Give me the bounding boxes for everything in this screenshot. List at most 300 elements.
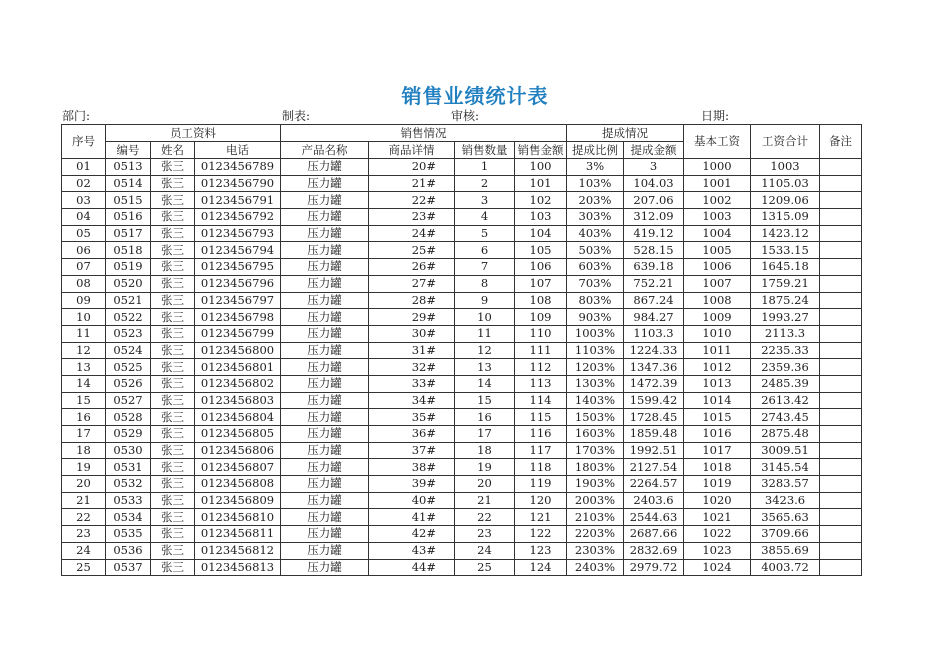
cell-ratio[interactable]: 703% bbox=[567, 275, 624, 292]
cell-qty[interactable]: 4 bbox=[455, 209, 515, 226]
cell-amount[interactable]: 118 bbox=[515, 459, 567, 476]
header-phone[interactable]: 电话 bbox=[195, 142, 281, 159]
cell-total-salary[interactable]: 3423.6 bbox=[751, 492, 820, 509]
cell-seq[interactable]: 23 bbox=[62, 526, 106, 543]
cell-detail[interactable]: 25# bbox=[369, 242, 455, 259]
cell-phone[interactable]: 0123456805 bbox=[195, 426, 281, 443]
cell-total-salary[interactable]: 1209.06 bbox=[751, 192, 820, 209]
header-ratio[interactable]: 提成比例 bbox=[567, 142, 624, 159]
cell-code[interactable]: 0526 bbox=[106, 375, 151, 392]
cell-base-salary[interactable]: 1022 bbox=[684, 526, 751, 543]
cell-detail[interactable]: 31# bbox=[369, 342, 455, 359]
cell-ratio[interactable]: 203% bbox=[567, 192, 624, 209]
cell-qty[interactable]: 23 bbox=[455, 526, 515, 543]
cell-phone[interactable]: 0123456797 bbox=[195, 292, 281, 309]
cell-commission[interactable]: 752.21 bbox=[624, 275, 684, 292]
cell-product[interactable]: 压力罐 bbox=[281, 492, 369, 509]
cell-ratio[interactable]: 3% bbox=[567, 159, 624, 176]
cell-product[interactable]: 压力罐 bbox=[281, 309, 369, 326]
cell-qty[interactable]: 12 bbox=[455, 342, 515, 359]
cell-ratio[interactable]: 1003% bbox=[567, 325, 624, 342]
cell-commission[interactable]: 1992.51 bbox=[624, 442, 684, 459]
header-amount[interactable]: 销售金额 bbox=[515, 142, 567, 159]
cell-code[interactable]: 0531 bbox=[106, 459, 151, 476]
cell-phone[interactable]: 0123456811 bbox=[195, 526, 281, 543]
cell-commission[interactable]: 1224.33 bbox=[624, 342, 684, 359]
cell-base-salary[interactable]: 1015 bbox=[684, 409, 751, 426]
cell-code[interactable]: 0523 bbox=[106, 325, 151, 342]
cell-phone[interactable]: 0123456812 bbox=[195, 542, 281, 559]
cell-base-salary[interactable]: 1014 bbox=[684, 392, 751, 409]
cell-base-salary[interactable]: 1011 bbox=[684, 342, 751, 359]
cell-seq[interactable]: 18 bbox=[62, 442, 106, 459]
cell-remark[interactable] bbox=[820, 209, 862, 226]
cell-qty[interactable]: 3 bbox=[455, 192, 515, 209]
cell-commission[interactable]: 2687.66 bbox=[624, 526, 684, 543]
cell-name[interactable]: 张三 bbox=[151, 242, 195, 259]
cell-qty[interactable]: 7 bbox=[455, 259, 515, 276]
cell-seq[interactable]: 19 bbox=[62, 459, 106, 476]
cell-base-salary[interactable]: 1000 bbox=[684, 159, 751, 176]
cell-total-salary[interactable]: 1423.12 bbox=[751, 225, 820, 242]
cell-remark[interactable] bbox=[820, 309, 862, 326]
cell-detail[interactable]: 24# bbox=[369, 225, 455, 242]
cell-ratio[interactable]: 303% bbox=[567, 209, 624, 226]
cell-total-salary[interactable]: 1645.18 bbox=[751, 259, 820, 276]
cell-remark[interactable] bbox=[820, 442, 862, 459]
cell-name[interactable]: 张三 bbox=[151, 225, 195, 242]
cell-qty[interactable]: 14 bbox=[455, 375, 515, 392]
cell-total-salary[interactable]: 2113.3 bbox=[751, 325, 820, 342]
cell-qty[interactable]: 11 bbox=[455, 325, 515, 342]
cell-total-salary[interactable]: 1759.21 bbox=[751, 275, 820, 292]
header-seq[interactable]: 序号 bbox=[62, 125, 106, 159]
cell-qty[interactable]: 10 bbox=[455, 309, 515, 326]
cell-phone[interactable]: 0123456793 bbox=[195, 225, 281, 242]
cell-amount[interactable]: 117 bbox=[515, 442, 567, 459]
cell-name[interactable]: 张三 bbox=[151, 459, 195, 476]
cell-base-salary[interactable]: 1007 bbox=[684, 275, 751, 292]
cell-detail[interactable]: 30# bbox=[369, 325, 455, 342]
cell-seq[interactable]: 24 bbox=[62, 542, 106, 559]
cell-remark[interactable] bbox=[820, 242, 862, 259]
cell-product[interactable]: 压力罐 bbox=[281, 359, 369, 376]
cell-commission[interactable]: 2403.6 bbox=[624, 492, 684, 509]
cell-remark[interactable] bbox=[820, 275, 862, 292]
cell-amount[interactable]: 113 bbox=[515, 375, 567, 392]
cell-commission[interactable]: 867.24 bbox=[624, 292, 684, 309]
cell-remark[interactable] bbox=[820, 159, 862, 176]
cell-name[interactable]: 张三 bbox=[151, 442, 195, 459]
cell-total-salary[interactable]: 1993.27 bbox=[751, 309, 820, 326]
cell-base-salary[interactable]: 1020 bbox=[684, 492, 751, 509]
cell-remark[interactable] bbox=[820, 392, 862, 409]
cell-qty[interactable]: 20 bbox=[455, 476, 515, 493]
cell-detail[interactable]: 28# bbox=[369, 292, 455, 309]
cell-code[interactable]: 0535 bbox=[106, 526, 151, 543]
cell-qty[interactable]: 2 bbox=[455, 175, 515, 192]
cell-commission[interactable]: 2979.72 bbox=[624, 559, 684, 576]
cell-total-salary[interactable]: 1003 bbox=[751, 159, 820, 176]
cell-detail[interactable]: 40# bbox=[369, 492, 455, 509]
cell-code[interactable]: 0532 bbox=[106, 476, 151, 493]
cell-name[interactable]: 张三 bbox=[151, 476, 195, 493]
cell-total-salary[interactable]: 2359.36 bbox=[751, 359, 820, 376]
cell-total-salary[interactable]: 3709.66 bbox=[751, 526, 820, 543]
cell-seq[interactable]: 01 bbox=[62, 159, 106, 176]
cell-product[interactable]: 压力罐 bbox=[281, 275, 369, 292]
cell-name[interactable]: 张三 bbox=[151, 359, 195, 376]
cell-seq[interactable]: 22 bbox=[62, 509, 106, 526]
cell-commission[interactable]: 528.15 bbox=[624, 242, 684, 259]
cell-name[interactable]: 张三 bbox=[151, 259, 195, 276]
cell-total-salary[interactable]: 1105.03 bbox=[751, 175, 820, 192]
cell-product[interactable]: 压力罐 bbox=[281, 325, 369, 342]
cell-seq[interactable]: 04 bbox=[62, 209, 106, 226]
cell-ratio[interactable]: 2303% bbox=[567, 542, 624, 559]
header-staff-group[interactable]: 员工资料 bbox=[106, 125, 281, 142]
cell-code[interactable]: 0518 bbox=[106, 242, 151, 259]
cell-amount[interactable]: 108 bbox=[515, 292, 567, 309]
cell-amount[interactable]: 123 bbox=[515, 542, 567, 559]
cell-phone[interactable]: 0123456789 bbox=[195, 159, 281, 176]
cell-base-salary[interactable]: 1004 bbox=[684, 225, 751, 242]
cell-qty[interactable]: 5 bbox=[455, 225, 515, 242]
cell-code[interactable]: 0533 bbox=[106, 492, 151, 509]
cell-detail[interactable]: 32# bbox=[369, 359, 455, 376]
cell-ratio[interactable]: 603% bbox=[567, 259, 624, 276]
cell-detail[interactable]: 20# bbox=[369, 159, 455, 176]
cell-total-salary[interactable]: 1315.09 bbox=[751, 209, 820, 226]
cell-ratio[interactable]: 1403% bbox=[567, 392, 624, 409]
cell-phone[interactable]: 0123456795 bbox=[195, 259, 281, 276]
cell-remark[interactable] bbox=[820, 509, 862, 526]
cell-seq[interactable]: 09 bbox=[62, 292, 106, 309]
cell-ratio[interactable]: 2203% bbox=[567, 526, 624, 543]
cell-phone[interactable]: 0123456802 bbox=[195, 375, 281, 392]
cell-code[interactable]: 0530 bbox=[106, 442, 151, 459]
cell-commission[interactable]: 3 bbox=[624, 159, 684, 176]
cell-code[interactable]: 0513 bbox=[106, 159, 151, 176]
cell-code[interactable]: 0516 bbox=[106, 209, 151, 226]
cell-seq[interactable]: 12 bbox=[62, 342, 106, 359]
cell-qty[interactable]: 16 bbox=[455, 409, 515, 426]
cell-base-salary[interactable]: 1012 bbox=[684, 359, 751, 376]
cell-ratio[interactable]: 2103% bbox=[567, 509, 624, 526]
cell-base-salary[interactable]: 1021 bbox=[684, 509, 751, 526]
cell-seq[interactable]: 25 bbox=[62, 559, 106, 576]
cell-amount[interactable]: 121 bbox=[515, 509, 567, 526]
cell-detail[interactable]: 33# bbox=[369, 375, 455, 392]
cell-ratio[interactable]: 1903% bbox=[567, 476, 624, 493]
cell-total-salary[interactable]: 2485.39 bbox=[751, 375, 820, 392]
header-product[interactable]: 产品名称 bbox=[281, 142, 369, 159]
cell-phone[interactable]: 0123456803 bbox=[195, 392, 281, 409]
cell-ratio[interactable]: 2403% bbox=[567, 559, 624, 576]
cell-detail[interactable]: 41# bbox=[369, 509, 455, 526]
cell-base-salary[interactable]: 1017 bbox=[684, 442, 751, 459]
cell-seq[interactable]: 13 bbox=[62, 359, 106, 376]
cell-amount[interactable]: 109 bbox=[515, 309, 567, 326]
cell-total-salary[interactable]: 2613.42 bbox=[751, 392, 820, 409]
cell-name[interactable]: 张三 bbox=[151, 342, 195, 359]
cell-seq[interactable]: 03 bbox=[62, 192, 106, 209]
cell-qty[interactable]: 22 bbox=[455, 509, 515, 526]
cell-detail[interactable]: 42# bbox=[369, 526, 455, 543]
cell-product[interactable]: 压力罐 bbox=[281, 392, 369, 409]
cell-amount[interactable]: 101 bbox=[515, 175, 567, 192]
cell-phone[interactable]: 0123456792 bbox=[195, 209, 281, 226]
cell-name[interactable]: 张三 bbox=[151, 509, 195, 526]
cell-product[interactable]: 压力罐 bbox=[281, 526, 369, 543]
cell-seq[interactable]: 17 bbox=[62, 426, 106, 443]
cell-product[interactable]: 压力罐 bbox=[281, 509, 369, 526]
cell-commission[interactable]: 1859.48 bbox=[624, 426, 684, 443]
cell-commission[interactable]: 2127.54 bbox=[624, 459, 684, 476]
cell-remark[interactable] bbox=[820, 259, 862, 276]
cell-amount[interactable]: 105 bbox=[515, 242, 567, 259]
cell-ratio[interactable]: 103% bbox=[567, 175, 624, 192]
cell-remark[interactable] bbox=[820, 409, 862, 426]
cell-product[interactable]: 压力罐 bbox=[281, 225, 369, 242]
cell-commission[interactable]: 312.09 bbox=[624, 209, 684, 226]
cell-product[interactable]: 压力罐 bbox=[281, 159, 369, 176]
cell-phone[interactable]: 0123456808 bbox=[195, 476, 281, 493]
cell-qty[interactable]: 8 bbox=[455, 275, 515, 292]
cell-amount[interactable]: 103 bbox=[515, 209, 567, 226]
cell-commission[interactable]: 984.27 bbox=[624, 309, 684, 326]
cell-qty[interactable]: 13 bbox=[455, 359, 515, 376]
cell-name[interactable]: 张三 bbox=[151, 309, 195, 326]
cell-total-salary[interactable]: 3283.57 bbox=[751, 476, 820, 493]
cell-remark[interactable] bbox=[820, 559, 862, 576]
cell-total-salary[interactable]: 1875.24 bbox=[751, 292, 820, 309]
cell-remark[interactable] bbox=[820, 175, 862, 192]
cell-ratio[interactable]: 1603% bbox=[567, 426, 624, 443]
cell-product[interactable]: 压力罐 bbox=[281, 459, 369, 476]
cell-name[interactable]: 张三 bbox=[151, 325, 195, 342]
cell-phone[interactable]: 0123456796 bbox=[195, 275, 281, 292]
cell-name[interactable]: 张三 bbox=[151, 392, 195, 409]
cell-commission[interactable]: 104.03 bbox=[624, 175, 684, 192]
cell-amount[interactable]: 115 bbox=[515, 409, 567, 426]
cell-qty[interactable]: 25 bbox=[455, 559, 515, 576]
cell-remark[interactable] bbox=[820, 492, 862, 509]
cell-seq[interactable]: 14 bbox=[62, 375, 106, 392]
cell-name[interactable]: 张三 bbox=[151, 175, 195, 192]
cell-qty[interactable]: 15 bbox=[455, 392, 515, 409]
cell-code[interactable]: 0537 bbox=[106, 559, 151, 576]
cell-name[interactable]: 张三 bbox=[151, 192, 195, 209]
cell-total-salary[interactable]: 3009.51 bbox=[751, 442, 820, 459]
cell-commission[interactable]: 2832.69 bbox=[624, 542, 684, 559]
header-code[interactable]: 编号 bbox=[106, 142, 151, 159]
cell-remark[interactable] bbox=[820, 542, 862, 559]
cell-code[interactable]: 0525 bbox=[106, 359, 151, 376]
cell-amount[interactable]: 124 bbox=[515, 559, 567, 576]
cell-detail[interactable]: 37# bbox=[369, 442, 455, 459]
cell-product[interactable]: 压力罐 bbox=[281, 192, 369, 209]
cell-phone[interactable]: 0123456804 bbox=[195, 409, 281, 426]
cell-seq[interactable]: 02 bbox=[62, 175, 106, 192]
cell-total-salary[interactable]: 1533.15 bbox=[751, 242, 820, 259]
cell-amount[interactable]: 122 bbox=[515, 526, 567, 543]
cell-remark[interactable] bbox=[820, 459, 862, 476]
cell-detail[interactable]: 39# bbox=[369, 476, 455, 493]
cell-base-salary[interactable]: 1009 bbox=[684, 309, 751, 326]
cell-commission[interactable]: 207.06 bbox=[624, 192, 684, 209]
cell-total-salary[interactable]: 4003.72 bbox=[751, 559, 820, 576]
cell-detail[interactable]: 22# bbox=[369, 192, 455, 209]
cell-code[interactable]: 0515 bbox=[106, 192, 151, 209]
cell-ratio[interactable]: 903% bbox=[567, 309, 624, 326]
cell-detail[interactable]: 43# bbox=[369, 542, 455, 559]
cell-name[interactable]: 张三 bbox=[151, 275, 195, 292]
cell-seq[interactable]: 06 bbox=[62, 242, 106, 259]
cell-detail[interactable]: 27# bbox=[369, 275, 455, 292]
cell-phone[interactable]: 0123456807 bbox=[195, 459, 281, 476]
cell-amount[interactable]: 120 bbox=[515, 492, 567, 509]
header-detail[interactable]: 商品详情 bbox=[369, 142, 455, 159]
cell-amount[interactable]: 110 bbox=[515, 325, 567, 342]
cell-product[interactable]: 压力罐 bbox=[281, 426, 369, 443]
cell-name[interactable]: 张三 bbox=[151, 542, 195, 559]
cell-seq[interactable]: 20 bbox=[62, 476, 106, 493]
cell-amount[interactable]: 116 bbox=[515, 426, 567, 443]
cell-name[interactable]: 张三 bbox=[151, 492, 195, 509]
cell-base-salary[interactable]: 1018 bbox=[684, 459, 751, 476]
cell-product[interactable]: 压力罐 bbox=[281, 409, 369, 426]
cell-code[interactable]: 0529 bbox=[106, 426, 151, 443]
cell-product[interactable]: 压力罐 bbox=[281, 292, 369, 309]
cell-base-salary[interactable]: 1024 bbox=[684, 559, 751, 576]
cell-seq[interactable]: 08 bbox=[62, 275, 106, 292]
cell-detail[interactable]: 34# bbox=[369, 392, 455, 409]
cell-commission[interactable]: 2264.57 bbox=[624, 476, 684, 493]
header-name[interactable]: 姓名 bbox=[151, 142, 195, 159]
cell-phone[interactable]: 0123456798 bbox=[195, 309, 281, 326]
cell-code[interactable]: 0534 bbox=[106, 509, 151, 526]
cell-commission[interactable]: 1472.39 bbox=[624, 375, 684, 392]
cell-total-salary[interactable]: 3145.54 bbox=[751, 459, 820, 476]
cell-base-salary[interactable]: 1002 bbox=[684, 192, 751, 209]
cell-phone[interactable]: 0123456799 bbox=[195, 325, 281, 342]
cell-commission[interactable]: 1103.3 bbox=[624, 325, 684, 342]
cell-seq[interactable]: 05 bbox=[62, 225, 106, 242]
cell-code[interactable]: 0522 bbox=[106, 309, 151, 326]
cell-phone[interactable]: 0123456813 bbox=[195, 559, 281, 576]
header-total-salary[interactable]: 工资合计 bbox=[751, 125, 820, 159]
cell-name[interactable]: 张三 bbox=[151, 426, 195, 443]
cell-total-salary[interactable]: 2743.45 bbox=[751, 409, 820, 426]
cell-product[interactable]: 压力罐 bbox=[281, 476, 369, 493]
cell-product[interactable]: 压力罐 bbox=[281, 259, 369, 276]
cell-amount[interactable]: 100 bbox=[515, 159, 567, 176]
header-commission-group[interactable]: 提成情况 bbox=[567, 125, 684, 142]
cell-amount[interactable]: 111 bbox=[515, 342, 567, 359]
cell-remark[interactable] bbox=[820, 292, 862, 309]
cell-phone[interactable]: 0123456809 bbox=[195, 492, 281, 509]
cell-qty[interactable]: 6 bbox=[455, 242, 515, 259]
cell-base-salary[interactable]: 1016 bbox=[684, 426, 751, 443]
cell-commission[interactable]: 1347.36 bbox=[624, 359, 684, 376]
cell-product[interactable]: 压力罐 bbox=[281, 342, 369, 359]
cell-code[interactable]: 0519 bbox=[106, 259, 151, 276]
cell-ratio[interactable]: 803% bbox=[567, 292, 624, 309]
cell-name[interactable]: 张三 bbox=[151, 375, 195, 392]
cell-remark[interactable] bbox=[820, 192, 862, 209]
cell-ratio[interactable]: 1803% bbox=[567, 459, 624, 476]
cell-product[interactable]: 压力罐 bbox=[281, 209, 369, 226]
cell-remark[interactable] bbox=[820, 325, 862, 342]
cell-commission[interactable]: 2544.63 bbox=[624, 509, 684, 526]
cell-seq[interactable]: 10 bbox=[62, 309, 106, 326]
cell-remark[interactable] bbox=[820, 225, 862, 242]
cell-product[interactable]: 压力罐 bbox=[281, 375, 369, 392]
cell-name[interactable]: 张三 bbox=[151, 209, 195, 226]
cell-phone[interactable]: 0123456800 bbox=[195, 342, 281, 359]
cell-code[interactable]: 0520 bbox=[106, 275, 151, 292]
cell-ratio[interactable]: 1303% bbox=[567, 375, 624, 392]
cell-base-salary[interactable]: 1019 bbox=[684, 476, 751, 493]
cell-phone[interactable]: 0123456791 bbox=[195, 192, 281, 209]
cell-commission[interactable]: 1728.45 bbox=[624, 409, 684, 426]
cell-phone[interactable]: 0123456806 bbox=[195, 442, 281, 459]
cell-name[interactable]: 张三 bbox=[151, 292, 195, 309]
cell-detail[interactable]: 36# bbox=[369, 426, 455, 443]
cell-code[interactable]: 0517 bbox=[106, 225, 151, 242]
cell-total-salary[interactable]: 3565.63 bbox=[751, 509, 820, 526]
cell-detail[interactable]: 21# bbox=[369, 175, 455, 192]
cell-phone[interactable]: 0123456801 bbox=[195, 359, 281, 376]
cell-base-salary[interactable]: 1010 bbox=[684, 325, 751, 342]
header-commission[interactable]: 提成金额 bbox=[624, 142, 684, 159]
cell-amount[interactable]: 104 bbox=[515, 225, 567, 242]
cell-base-salary[interactable]: 1001 bbox=[684, 175, 751, 192]
cell-product[interactable]: 压力罐 bbox=[281, 442, 369, 459]
cell-qty[interactable]: 18 bbox=[455, 442, 515, 459]
cell-name[interactable]: 张三 bbox=[151, 526, 195, 543]
cell-amount[interactable]: 102 bbox=[515, 192, 567, 209]
cell-seq[interactable]: 16 bbox=[62, 409, 106, 426]
cell-remark[interactable] bbox=[820, 342, 862, 359]
cell-base-salary[interactable]: 1008 bbox=[684, 292, 751, 309]
cell-ratio[interactable]: 403% bbox=[567, 225, 624, 242]
cell-remark[interactable] bbox=[820, 526, 862, 543]
cell-amount[interactable]: 107 bbox=[515, 275, 567, 292]
cell-phone[interactable]: 0123456810 bbox=[195, 509, 281, 526]
cell-base-salary[interactable]: 1003 bbox=[684, 209, 751, 226]
cell-detail[interactable]: 26# bbox=[369, 259, 455, 276]
cell-product[interactable]: 压力罐 bbox=[281, 559, 369, 576]
cell-commission[interactable]: 419.12 bbox=[624, 225, 684, 242]
cell-name[interactable]: 张三 bbox=[151, 159, 195, 176]
cell-remark[interactable] bbox=[820, 375, 862, 392]
cell-seq[interactable]: 15 bbox=[62, 392, 106, 409]
cell-amount[interactable]: 106 bbox=[515, 259, 567, 276]
cell-seq[interactable]: 07 bbox=[62, 259, 106, 276]
cell-total-salary[interactable]: 2235.33 bbox=[751, 342, 820, 359]
cell-qty[interactable]: 19 bbox=[455, 459, 515, 476]
cell-qty[interactable]: 1 bbox=[455, 159, 515, 176]
cell-remark[interactable] bbox=[820, 476, 862, 493]
header-base-salary[interactable]: 基本工资 bbox=[684, 125, 751, 159]
cell-qty[interactable]: 21 bbox=[455, 492, 515, 509]
cell-amount[interactable]: 119 bbox=[515, 476, 567, 493]
cell-base-salary[interactable]: 1013 bbox=[684, 375, 751, 392]
cell-total-salary[interactable]: 3855.69 bbox=[751, 542, 820, 559]
header-qty[interactable]: 销售数量 bbox=[455, 142, 515, 159]
